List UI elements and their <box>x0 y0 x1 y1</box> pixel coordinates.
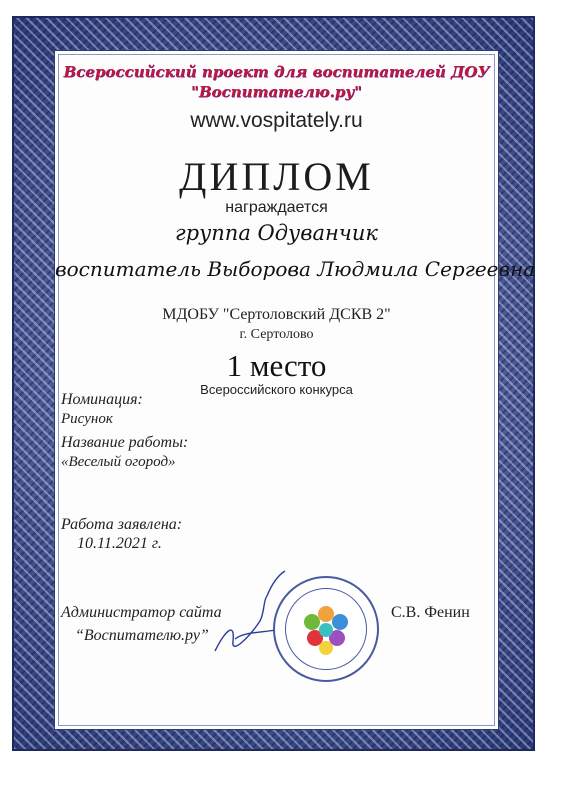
seal-stamp <box>273 576 379 682</box>
admin-name: С.В. Фенин <box>391 604 470 621</box>
contest-name: Всероссийского конкурса <box>200 382 353 397</box>
awarded-text: награждается <box>225 199 328 216</box>
website-address: www.vospitately.ru <box>190 109 363 132</box>
admin-label: Администратор сайта <box>61 604 222 621</box>
recipient-teacher: воспитатель Выборова Людмила Сергеевна <box>55 257 536 281</box>
hands-logo-icon <box>275 578 377 680</box>
work-title-value: «Веселый огород» <box>61 454 176 470</box>
city-name: г. Сертолово <box>239 327 314 342</box>
diploma-sheet <box>54 50 536 730</box>
submitted-date: 10.11.2021 г. <box>77 535 162 552</box>
submitted-label: Работа заявлена: <box>61 516 183 533</box>
recipient-group: группа Одуванчик <box>175 221 378 245</box>
organization-name: МДОБУ "Сертоловский ДСКВ 2" <box>162 306 391 323</box>
admin-site: “Воспитателю.ру” <box>75 627 209 644</box>
project-header-line2: "Воспитателю.ру" <box>191 83 362 101</box>
work-title-label: Название работы: <box>61 434 189 451</box>
project-header-line1: Всероссийский проект для воспитателей ДОУ <box>63 63 490 81</box>
diploma-title: ДИПЛОМ <box>179 154 374 199</box>
nomination-label: Номинация: <box>61 391 143 408</box>
nomination-value: Рисунок <box>61 411 113 427</box>
diploma-frame <box>12 16 535 751</box>
place-award: 1 место <box>226 348 327 383</box>
